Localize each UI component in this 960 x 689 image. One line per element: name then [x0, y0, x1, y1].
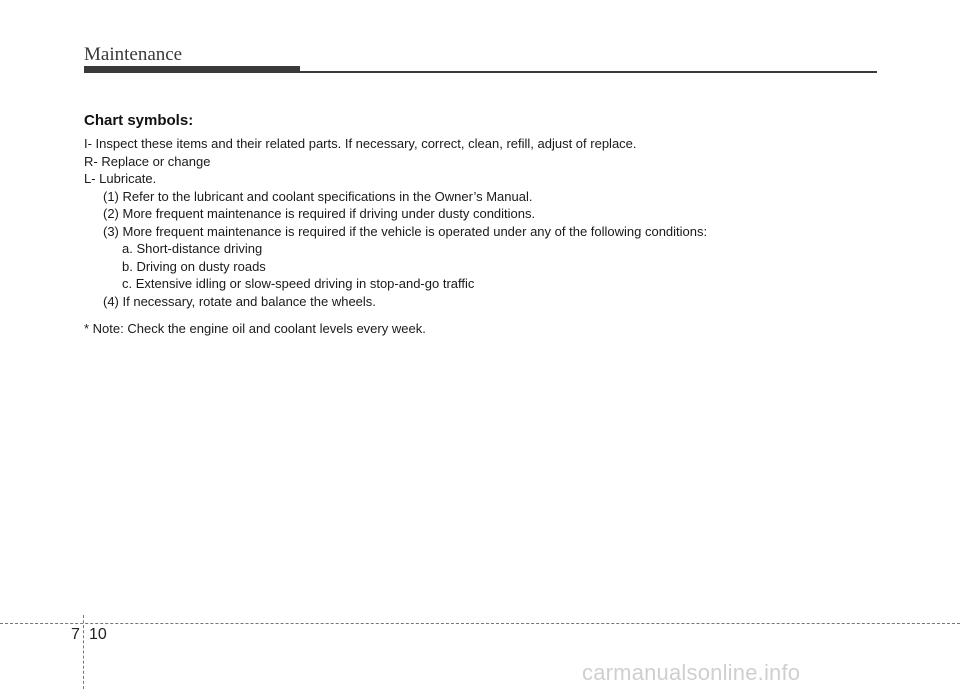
section-number: 7	[71, 626, 80, 643]
footer-divider-horizontal	[0, 623, 960, 624]
page-header-title: Maintenance	[84, 44, 183, 65]
symbol-lubricate-line: L- Lubricate.	[84, 171, 157, 186]
watermark: carmanualsonline.info	[582, 660, 801, 685]
note-4: (4) If necessary, rotate and balance the wheels.	[103, 293, 376, 309]
condition-c: c. Extensive idling or slow-speed driving in stop-and-go traffic	[122, 276, 475, 291]
symbol-inspect-line: I- Inspect these items and their related parts. If necessary, correct, clean, refill, adjust of replace.	[84, 136, 637, 151]
note-2: (2) More frequent maintenance is required if driving under dusty conditions.	[103, 206, 536, 221]
note-3: (3) More frequent maintenance is required if the vehicle is operated under any of the following conditions:	[103, 223, 708, 239]
footer-divider-vertical	[83, 615, 84, 689]
page-number: 10	[89, 626, 107, 643]
footnote: * Note: Check the engine oil and coolant levels every week.	[84, 321, 426, 336]
note-1: (1) Refer to the lubricant and coolant specifications in the Owner’s Manual.	[103, 188, 533, 204]
chart-symbols-heading: Chart symbols:	[84, 112, 194, 129]
header-rule-thin	[300, 71, 877, 73]
condition-a: a. Short-distance driving	[122, 241, 263, 256]
chart-symbols-section	[84, 112, 884, 338]
header-rule-thick	[84, 66, 300, 73]
symbol-replace-line: R- Replace or change	[84, 153, 211, 169]
condition-b: b. Driving on dusty roads	[122, 258, 266, 274]
